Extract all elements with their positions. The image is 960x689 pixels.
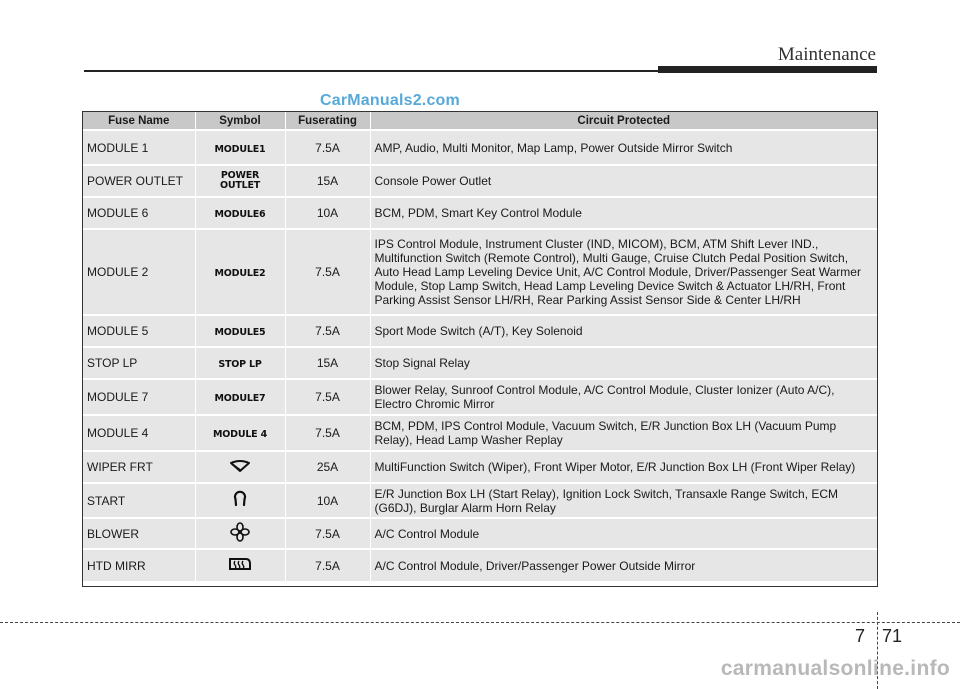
circuit-line: AMP, Audio, Multi Monitor, Map Lamp, Power Outside Mirror Switch bbox=[374, 140, 733, 155]
fuse-symbol bbox=[195, 549, 285, 581]
column-header-fuserating: Fuserating bbox=[285, 112, 370, 130]
fuse-rating: 15A bbox=[285, 165, 370, 197]
table-row bbox=[83, 130, 877, 165]
circuit-line: Relay), Head Lamp Washer Replay bbox=[374, 433, 563, 447]
fuse-symbol bbox=[195, 451, 285, 483]
fuse-name: MODULE 5 bbox=[83, 315, 195, 347]
circuit-line: BCM, PDM, Smart Key Control Module bbox=[374, 206, 582, 220]
blower-fan-icon bbox=[230, 522, 250, 542]
fuse-symbol bbox=[195, 347, 285, 379]
fuse-name: START bbox=[83, 483, 195, 518]
column-header-symbol: Symbol bbox=[195, 112, 285, 130]
circuit-protected bbox=[370, 347, 877, 379]
circuit-line: Console Power Outlet bbox=[374, 174, 492, 188]
circuit-protected bbox=[370, 483, 877, 518]
table-header-row bbox=[83, 112, 877, 130]
fuse-rating: 7.5A bbox=[285, 130, 370, 165]
fuse-symbol bbox=[195, 379, 285, 415]
fuse-name: MODULE 7 bbox=[83, 379, 195, 415]
symbol-label: POWER OUTLET bbox=[219, 170, 261, 191]
circuit-protected bbox=[370, 315, 877, 347]
table-row bbox=[83, 197, 877, 229]
fuse-rating: 15A bbox=[285, 347, 370, 379]
fuse-rating: 25A bbox=[285, 451, 370, 483]
circuit-line: BCM, PDM, IPS Control Module, Vacuum Switch, E/R Junction Box LH (Vacuum Pump bbox=[374, 419, 837, 433]
fuse-rating: 10A bbox=[285, 483, 370, 518]
circuit-line: A/C Control Module, Driver/Passenger Power Outside Mirror bbox=[374, 558, 696, 573]
fuse-name: MODULE 2 bbox=[83, 229, 195, 315]
circuit-line: (G6DJ), Burglar Alarm Horn Relay bbox=[374, 500, 556, 515]
fuse-rating: 7.5A bbox=[285, 549, 370, 581]
circuit-line: IPS Control Module, Instrument Cluster (IND, MICOM), BCM, ATM Shift Lever IND., bbox=[374, 237, 819, 251]
fuse-symbol bbox=[195, 518, 285, 549]
header-rule-thick bbox=[658, 66, 877, 73]
fuse-name: BLOWER bbox=[83, 518, 195, 549]
table-row bbox=[83, 415, 877, 451]
fuse-rating: 7.5A bbox=[285, 379, 370, 415]
fuse-symbol bbox=[195, 483, 285, 518]
circuit-line: Parking Assist Sensor LH/RH, Rear Parking Assist Sensor Side & Center LH/RH bbox=[374, 293, 801, 307]
circuit-protected bbox=[370, 451, 877, 483]
watermark-bottom: carmanualsonline.info bbox=[720, 657, 950, 680]
fuse-name: STOP LP bbox=[83, 347, 195, 379]
symbol-label: MODULE6 bbox=[214, 209, 266, 220]
table-row bbox=[83, 165, 877, 197]
fuse-rating: 10A bbox=[285, 197, 370, 229]
fuse-rating: 7.5A bbox=[285, 415, 370, 451]
fuse-symbol bbox=[195, 130, 285, 165]
watermark-top: CarManuals2.com bbox=[320, 92, 460, 109]
column-header-fuse-name: Fuse Name bbox=[83, 112, 195, 130]
fuse-rating: 7.5A bbox=[285, 518, 370, 549]
fuse-rating: 7.5A bbox=[285, 315, 370, 347]
circuit-protected bbox=[370, 379, 877, 415]
header-rule-thin bbox=[84, 70, 658, 72]
table-row bbox=[83, 229, 877, 315]
circuit-protected bbox=[370, 415, 877, 451]
fuse-name: POWER OUTLET bbox=[83, 165, 195, 197]
circuit-protected bbox=[370, 165, 877, 197]
fuse-symbol bbox=[195, 315, 285, 347]
page-number: 71 bbox=[882, 626, 903, 646]
table-row bbox=[83, 315, 877, 347]
table-row bbox=[83, 549, 877, 581]
fuse-symbol bbox=[195, 415, 285, 451]
circuit-protected bbox=[370, 549, 877, 581]
fuse-name: MODULE 6 bbox=[83, 197, 195, 229]
circuit-line: E/R Junction Box LH (Start Relay), Ignition Lock Switch, Transaxle Range Switch, ECM bbox=[374, 486, 839, 501]
table-row bbox=[83, 518, 877, 549]
symbol-label: MODULE5 bbox=[214, 327, 266, 338]
symbol-label: MODULE 4 bbox=[213, 429, 267, 440]
fuse-name: HTD MIRR bbox=[83, 549, 195, 581]
footer-dashed-rule bbox=[0, 622, 960, 623]
circuit-protected bbox=[370, 229, 877, 315]
fuse-symbol bbox=[195, 197, 285, 229]
heated-mirror-icon bbox=[228, 556, 252, 572]
symbol-label: MODULE2 bbox=[214, 268, 266, 279]
wiper-icon bbox=[229, 459, 251, 473]
circuit-line: Stop Signal Relay bbox=[374, 356, 470, 370]
circuit-line: Auto Head Lamp Leveling Device Unit, A/C Control Module, Driver/Passenger Seat Warmer bbox=[374, 265, 861, 279]
start-key-icon bbox=[232, 490, 248, 508]
table-row bbox=[83, 451, 877, 483]
symbol-label: STOP LP bbox=[218, 359, 262, 370]
page-header-title: Maintenance bbox=[777, 44, 876, 65]
fuse-name: WIPER FRT bbox=[83, 451, 195, 483]
symbol-label: MODULE1 bbox=[214, 143, 266, 155]
column-header-circuit-protected: Circuit Protected bbox=[370, 112, 877, 130]
fuse-symbol bbox=[195, 165, 285, 197]
circuit-line: MultiFunction Switch (Wiper), Front Wiper Motor, E/R Junction Box LH (Front Wiper Relay) bbox=[374, 460, 856, 474]
table-row bbox=[83, 379, 877, 415]
symbol-label: MODULE7 bbox=[214, 393, 266, 404]
fuse-rating: 7.5A bbox=[285, 229, 370, 315]
circuit-line: A/C Control Module bbox=[374, 526, 480, 541]
page-chapter-number: 7 bbox=[855, 626, 866, 646]
circuit-line: Sport Mode Switch (A/T), Key Solenoid bbox=[374, 324, 583, 338]
circuit-line: Module, Stop Lamp Switch, Head Lamp Leveling Device Switch & Actuator LH/RH, Front bbox=[374, 279, 846, 293]
fuse-name: MODULE 1 bbox=[83, 130, 195, 165]
table-row bbox=[83, 347, 877, 379]
circuit-line: Multifunction Switch (Remote Control), Multi Gauge, Cruise Clutch Pedal Position Switch, bbox=[374, 251, 849, 265]
circuit-protected bbox=[370, 130, 877, 165]
fuse-symbol bbox=[195, 229, 285, 315]
circuit-protected bbox=[370, 197, 877, 229]
circuit-line: Electro Chromic Mirror bbox=[374, 397, 495, 411]
fuse-name: MODULE 4 bbox=[83, 415, 195, 451]
circuit-line: Blower Relay, Sunroof Control Module, A/C Control Module, Cluster Ionizer (Auto A/C), bbox=[374, 383, 835, 397]
table-row bbox=[83, 483, 877, 518]
fuse-table bbox=[83, 112, 877, 581]
circuit-protected bbox=[370, 518, 877, 549]
